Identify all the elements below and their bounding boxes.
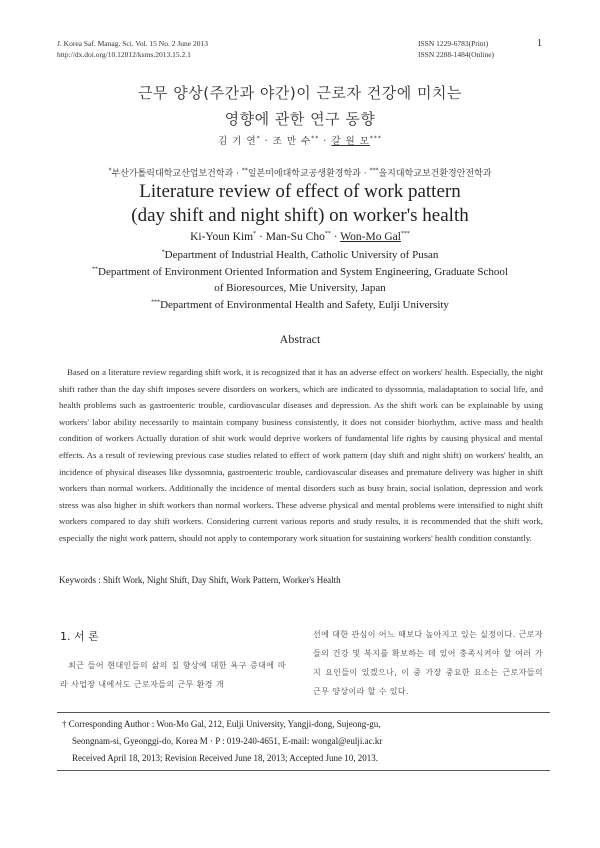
separator: · (233, 169, 242, 179)
author-mark: * (253, 231, 257, 238)
english-aff-1-text: Department of Industrial Health, Catholic University of Pusan (164, 249, 439, 261)
korean-title-line1: 근무 양상(주간과 야간)이 근로자 건강에 미치는 (138, 84, 462, 102)
korean-authors (0, 133, 600, 147)
english-aff-3 (0, 299, 600, 311)
section-heading: 1. 서 론 (60, 630, 99, 643)
footnote-bottom-rule (57, 770, 550, 771)
footnote-dates: Received April 18, 2013; Revision Received June 18, 2013; Accepted June 10, 2013. (72, 753, 378, 763)
korean-author-2: 조 만 수 (272, 136, 312, 147)
aff-mark: *** (151, 299, 161, 306)
separator: · (360, 169, 370, 179)
footnote-rule (57, 712, 550, 713)
abstract-body: Based on a literature review regarding shift work, it is recognized that it has an adverse effect on workers' health. Especially, the night shift rather than the day shift imposes severe disorders on workers, which are indicated to dyssomnia, maladaptation to social life, and health problems such as gastroenteric trouble, cardiovascular diseases and depression. As the shift work can be explainable by using workers' labor ability necessarily to maintain company business consistently, it does not consider biorhythm, active mass and health condition of workers Actually duration of shit work would deprive workers of fundamental life rights by causing physical and mental effects. As a result of reviewing previous case studies related to effect of work pattern (day shift and night shift) on workers' health, an incidence of physical diseases like dyssomnia, gastroenteric trouble, cardiovascular diseases and premature delivery was higher in shift workers than normal workers. Additionally the incidence of mental disorders such as busy brain, social isolation, depression and work stress was also higher in shift workers than normal workers. These adverse physical and mental problems were intensified to night shift workers compared to day shift workers. Considering current various reports and study results, it is recommended that the shift work, especially the night work pattern, should not apply to contemporary work situation for sustaining workers' health condition constantly. (59, 367, 543, 543)
korean-affiliations (0, 166, 600, 179)
english-author-1: Ki-Youn Kim (190, 231, 254, 243)
keywords-list: : Shift Work, Night Shift, Day Shift, Work Pattern, Worker's Health (96, 575, 341, 585)
author-mark: * (256, 134, 261, 142)
section-right-paragraph: 선에 대한 관심이 어느 때보다 높아지고 있는 실정이다. 근로자들의 건강 및 복지를 확보하는 데 있어 충족시켜야 할 여러 가지 요인들이 있겠으나, 이 중 가장 중요한 요소는 근로자들의 근무 양상이라 할 수 있다. (313, 630, 543, 696)
separator: · (330, 231, 341, 243)
english-aff-2-line1 (0, 266, 600, 278)
aff-mark: ** (92, 266, 99, 273)
author-mark: *** (400, 231, 410, 238)
keywords-label: Keywords (59, 575, 96, 585)
aff-mark: ** (241, 167, 248, 174)
footnote-line2: Seongnam-si, Gyeonggi-do, Korea M · P : 019-240-4651, E-mail: wongal@eulji.ac.kr (72, 736, 383, 746)
aff-mark: *** (369, 167, 379, 174)
english-aff-1 (0, 249, 600, 261)
korean-aff-3: 을지대학교보건환경안전학과 (378, 169, 492, 179)
separator: · (319, 136, 332, 147)
korean-author-1: 김 기 연 (218, 136, 257, 147)
english-title-line2: (day shift and night shift) on worker's health (131, 205, 469, 226)
english-aff-3-text: Department of Environmental Health and Safety, Eulji University (160, 299, 449, 311)
keywords (59, 575, 543, 585)
korean-aff-1: 부산가톨릭대학교산업보건학과 (111, 169, 234, 179)
english-author-3: Won-Mo Gal (340, 231, 401, 243)
english-aff-2-text: Department of Environment Oriented Information and System Engineering, Graduate School (98, 266, 508, 278)
dagger-icon: † (62, 719, 67, 729)
aff-mark: * (161, 249, 165, 256)
footnote-text: Corresponding Author : Won-Mo Gal, 212, Eulji University, Yangji-dong, Sujeong-gu, (66, 719, 381, 729)
separator: · (256, 231, 266, 243)
korean-author-3: 갈 원 모 (331, 136, 370, 147)
section-left-paragraph: 최근 들어 현대인들의 삶의 질 향상에 대한 욕구 증대에 따라 사업장 내에서도 근로자들의 근무 환경 개 (60, 661, 286, 689)
page-number: 1 (537, 38, 542, 49)
english-title-line1: Literature review of effect of work pattern (139, 181, 461, 202)
footnote-line1 (62, 716, 552, 733)
english-author-2: Man-Su Cho (265, 231, 325, 243)
english-aff-2-line2: of Bioresources, Mie University, Japan (214, 282, 386, 294)
doi-link[interactable]: http://dx.doi.org/10.12812/ksms.2013.15.2.1 (57, 50, 191, 59)
korean-aff-2: 일본미에대학교공생환경학과 (247, 169, 361, 179)
separator: · (260, 136, 273, 147)
korean-title-line2: 영향에 관한 연구 동향 (224, 110, 376, 128)
author-mark: ** (311, 134, 320, 142)
issn-online: ISSN 2288-1484(Online) (418, 50, 495, 59)
journal-citation: J. Korea Saf. Manag. Sci. Vol. 15 No. 2 June 2013 (57, 39, 208, 48)
english-authors (0, 231, 600, 243)
issn-print: ISSN 1229-6783(Print) (418, 39, 489, 48)
aff-mark: * (108, 167, 112, 174)
author-mark: ** (324, 231, 331, 238)
author-mark: *** (369, 134, 382, 142)
abstract-heading: Abstract (279, 332, 321, 346)
